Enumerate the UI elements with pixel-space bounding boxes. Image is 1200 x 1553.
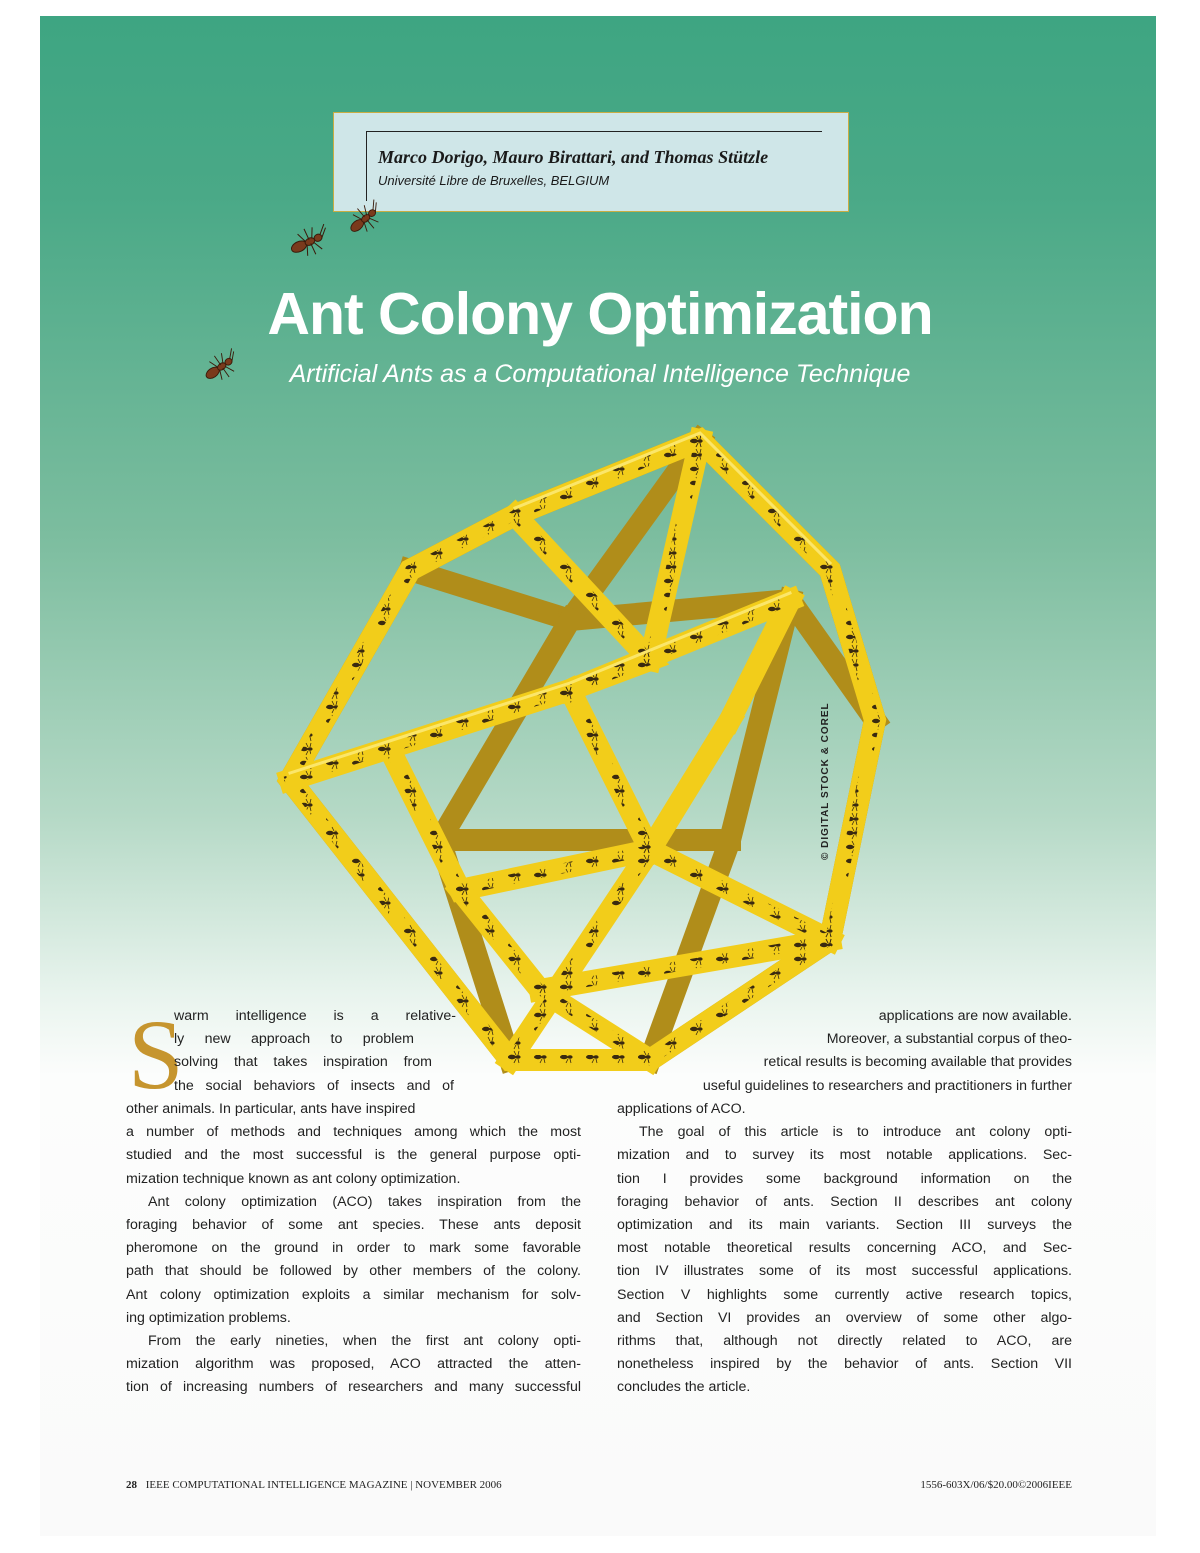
- text-line: Section V highlights some currently active research topics,: [617, 1286, 1072, 1303]
- right-column-body: [617, 1098, 1072, 1400]
- left-column-intro: [174, 1005, 456, 1098]
- text-line: a number of methods and techniques among which the most: [126, 1124, 581, 1141]
- text-line: Ant colony optimization exploits a similar mechanism for solv-: [126, 1286, 581, 1303]
- author-box: [333, 112, 849, 212]
- text-line: and Section VI provides an overview of some other algo-: [617, 1309, 1072, 1326]
- ant-icon: [284, 222, 334, 262]
- text-line: mization technique known as ant colony optimization.: [126, 1170, 461, 1187]
- footer-left: [126, 1479, 502, 1491]
- text-line: From the early nineties, when the first ant colony opti-: [148, 1333, 581, 1350]
- image-credit: © DIGITAL STOCK & COREL: [820, 702, 831, 860]
- ant-cube-illustration: [270, 420, 910, 1100]
- text-line: foraging behavior of ants. Section II describes ant colony: [617, 1193, 1072, 1210]
- text-line: tion I provides some background information on the: [617, 1170, 1072, 1187]
- text-line: foraging behavior of some ant species. These ants deposit: [126, 1217, 581, 1234]
- text-line: path that should be followed by other members of the colony.: [126, 1263, 581, 1280]
- ant-icon: [342, 196, 388, 242]
- text-line: useful guidelines to researchers and practitioners in further: [702, 1077, 1072, 1094]
- text-line: pheromone on the ground in order to mark some favorable: [126, 1240, 581, 1257]
- text-line: rithms that, although not directly related to ACO, are: [617, 1333, 1072, 1350]
- text-line: retical results is becoming available that provides: [763, 1054, 1072, 1071]
- text-line: other animals. In particular, ants have inspired: [126, 1101, 416, 1117]
- issn: 1556-603X/06/$20.00©2006IEEE: [920, 1479, 1072, 1491]
- article-title: Ant Colony Optimization: [267, 281, 933, 347]
- text-line: Moreover, a substantial corpus of theo-: [826, 1031, 1072, 1048]
- affiliation: Université Libre de Bruxelles, BELGIUM: [378, 173, 610, 188]
- author-rule-top: [366, 131, 822, 132]
- article-subtitle: Artificial Ants as a Computational Intelligence Technique: [289, 360, 911, 388]
- text-line: The goal of this article is to introduce ant colony opti-: [639, 1124, 1072, 1141]
- text-line: nonetheless inspired by the behavior of ants. Section VII: [617, 1356, 1072, 1373]
- text-line: mization algorithm was proposed, ACO attracted the atten-: [126, 1356, 581, 1373]
- page-number: 28: [126, 1479, 137, 1491]
- left-column-body: [126, 1098, 581, 1400]
- text-line: most notable theoretical results concerning ACO, and Sec-: [617, 1240, 1072, 1257]
- text-line: tion of increasing numbers of researchers and many successful: [126, 1379, 581, 1396]
- text-line: mization and to survey its most notable applications. Sec-: [617, 1147, 1072, 1164]
- authors: Marco Dorigo, Mauro Birattari, and Thomas Stützle: [378, 147, 769, 167]
- text-line: studied and the most successful is the general purpose opti-: [126, 1147, 581, 1164]
- text-line: applications are now available.: [878, 1008, 1072, 1024]
- text-line: tion IV illustrates some of its most successful applications.: [617, 1263, 1072, 1280]
- magazine-name: IEEE COMPUTATIONAL INTELLIGENCE MAGAZINE | NOVEMBER 2006: [145, 1479, 502, 1491]
- text-line: the social behaviors of insects and of: [174, 1077, 454, 1094]
- text-line: ing optimization problems.: [126, 1309, 291, 1326]
- text-line: ly new approach to problem: [174, 1031, 414, 1048]
- text-line: Ant colony optimization (ACO) takes inspiration from the: [148, 1193, 581, 1210]
- text-line: warm intelligence is a relative-: [174, 1008, 456, 1024]
- text-line: solving that takes inspiration from: [174, 1054, 432, 1071]
- author-rule-left: [366, 131, 367, 201]
- text-line: applications of ACO.: [617, 1101, 746, 1117]
- text-line: concludes the article.: [617, 1379, 751, 1396]
- drop-cap: S: [128, 999, 184, 1110]
- text-line: optimization and its main variants. Section III surveys the: [617, 1217, 1072, 1234]
- right-column-intro: [617, 1005, 1072, 1098]
